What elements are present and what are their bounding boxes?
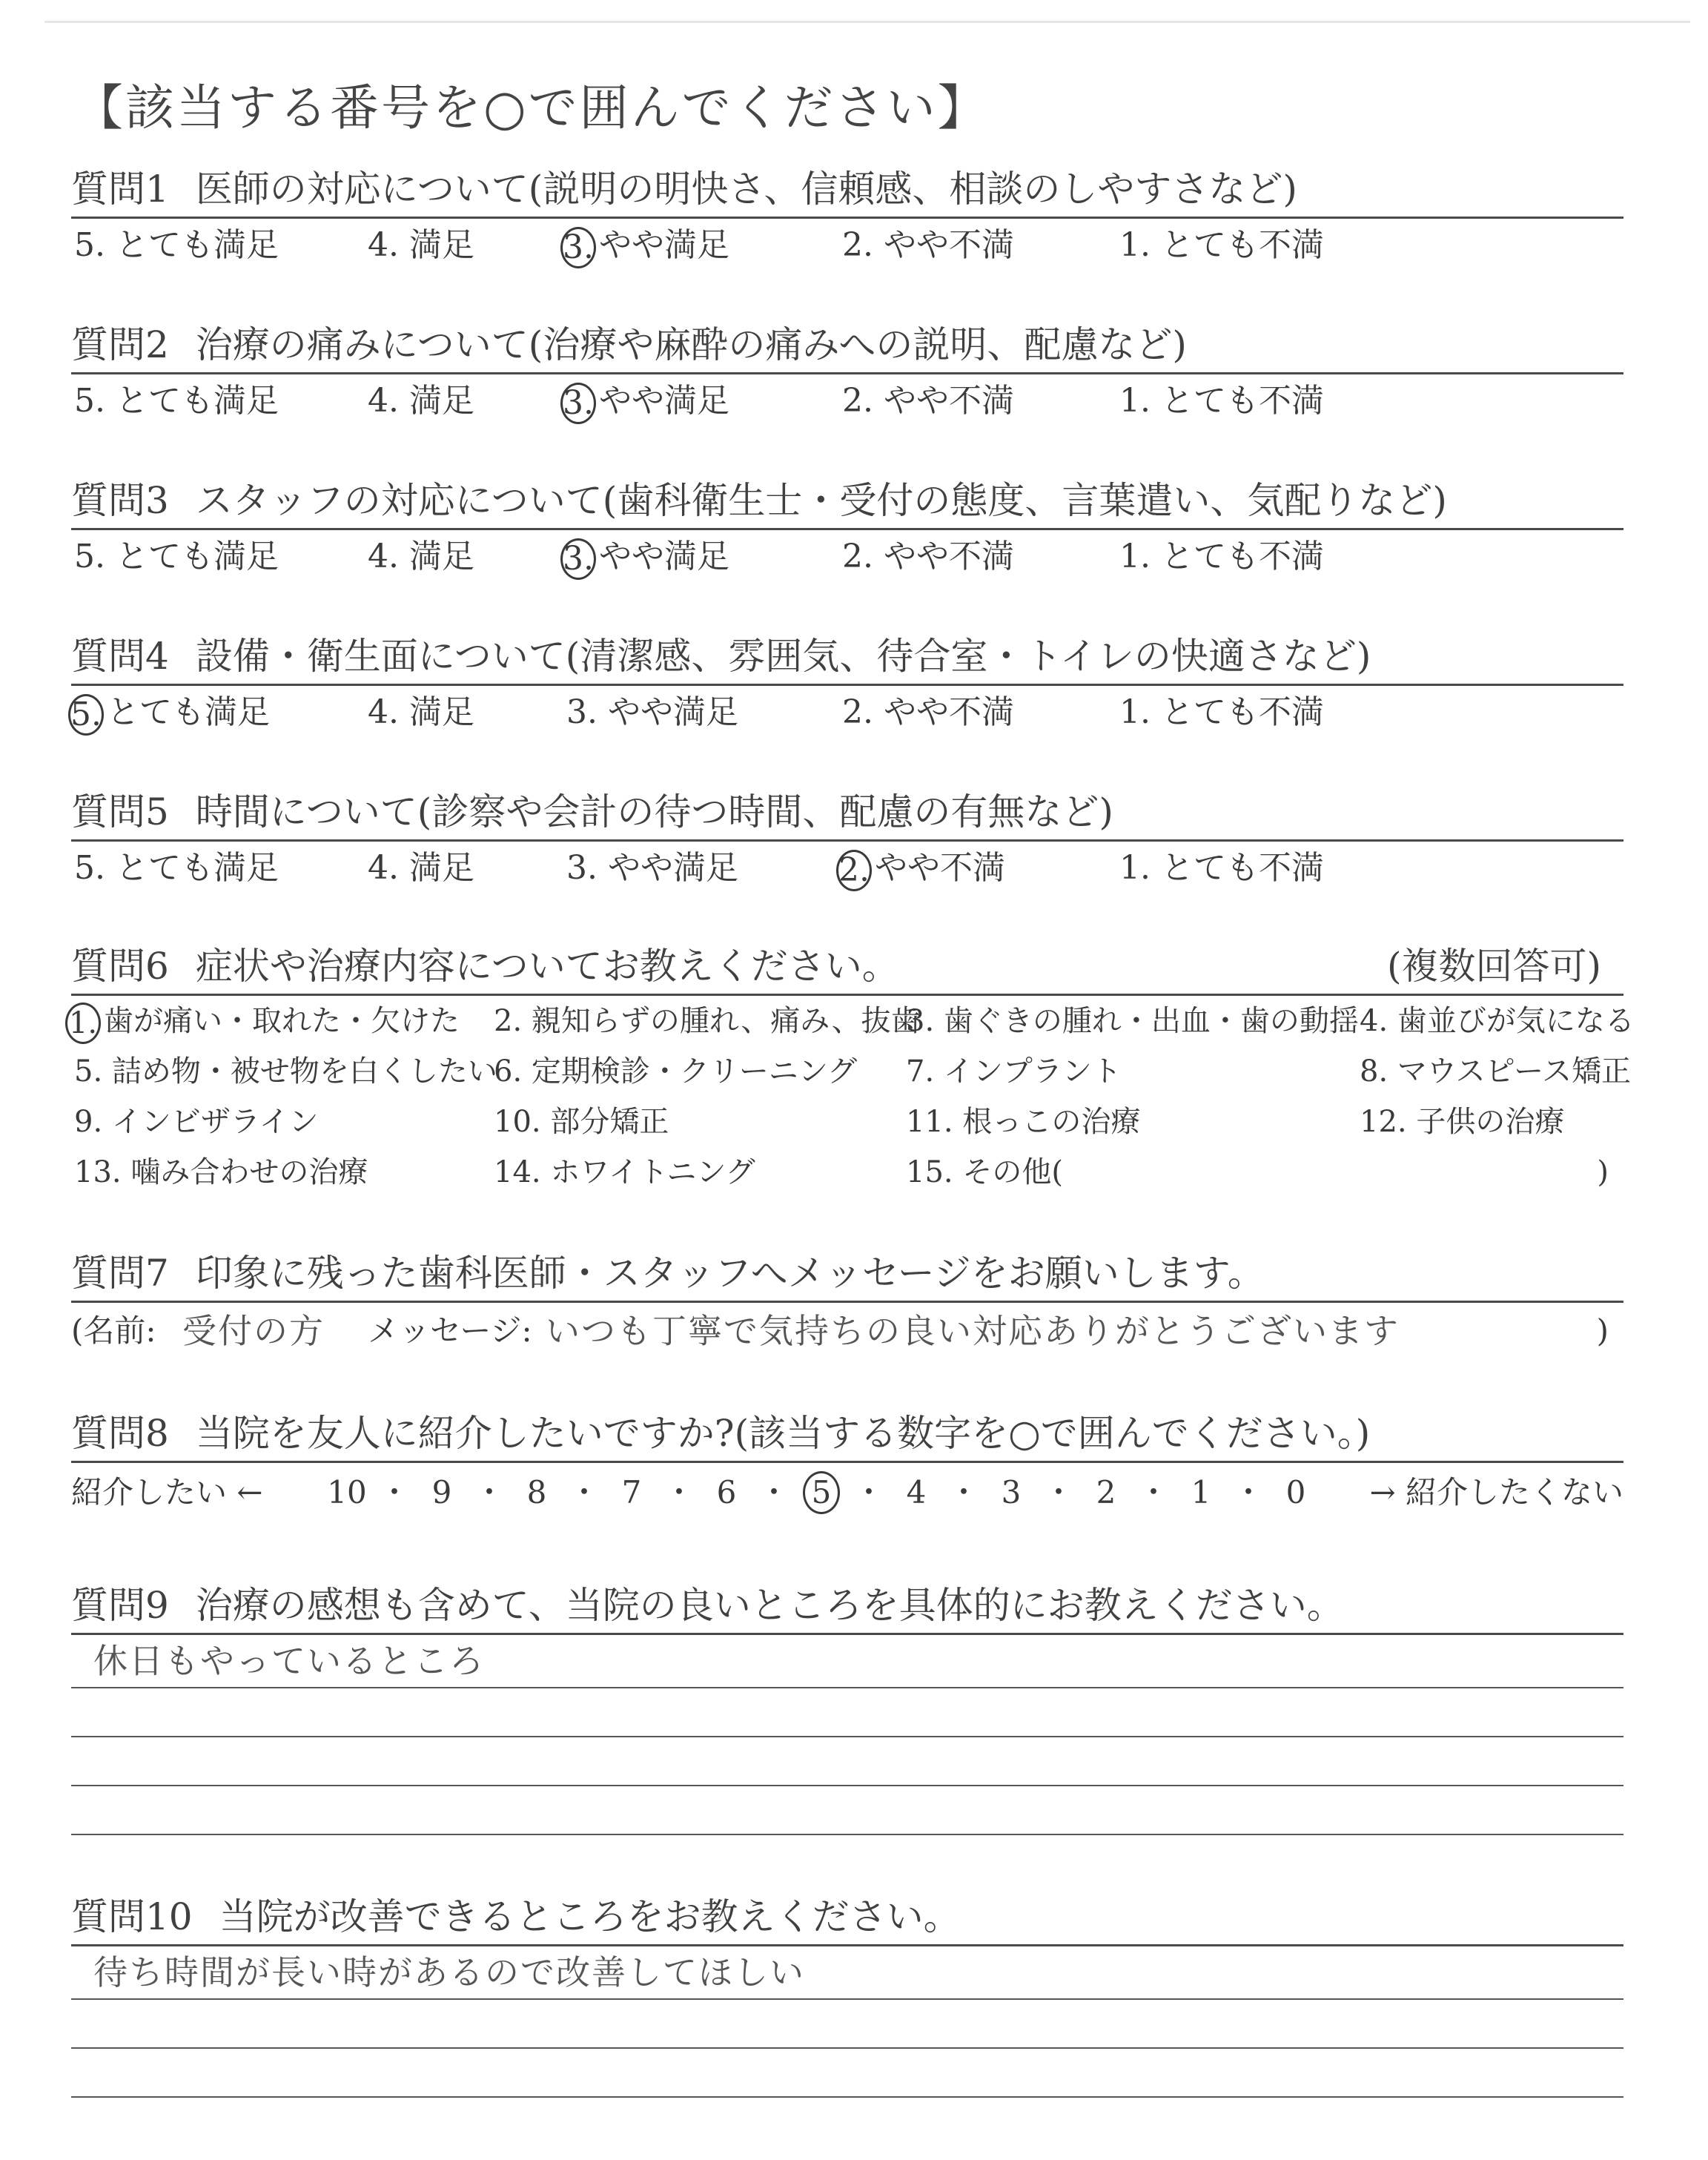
option-4[interactable]: 4. 満足 (368, 382, 474, 420)
writing-line (71, 1998, 1623, 2000)
answer-area[interactable] (71, 1946, 1623, 1998)
option-label: やや満足 (599, 382, 729, 420)
question-label: 質問7 (71, 1252, 169, 1295)
option-5-selected[interactable] (70, 686, 270, 739)
writing-line (71, 1785, 1623, 1786)
option-label: やや不満 (875, 849, 1005, 887)
scale-number-2[interactable]: 2 (1096, 1474, 1116, 1510)
question-9 (71, 1578, 1623, 1883)
option-5[interactable]: 5. とても満足 (74, 382, 279, 420)
scale-separator: ・ (378, 1474, 410, 1510)
option-2[interactable]: 2. やや不満 (842, 538, 1014, 575)
writing-line (71, 1736, 1623, 1737)
question-2 (71, 317, 1623, 428)
question-label: 質問2 (71, 323, 169, 366)
option-label: やや満足 (599, 538, 729, 575)
symptom-option-6[interactable]: 6. 定期検診・クリーニング (494, 1054, 858, 1089)
option-2[interactable]: 2. やや不満 (842, 693, 1014, 731)
scale-number-5[interactable] (798, 1463, 845, 1522)
selection-circle: 3. (560, 538, 596, 580)
question-label: 質問4 (71, 635, 169, 678)
symptom-option-9[interactable]: 9. インビザライン (74, 1105, 319, 1139)
symptom-option-14[interactable]: 14. ホワイトニング (494, 1155, 755, 1189)
scale-number-4[interactable]: 4 (906, 1474, 927, 1510)
scale-number-1[interactable]: 1 (1191, 1474, 1211, 1510)
writing-line (71, 2047, 1623, 2049)
question-text: 時間について(診察や会計の待つ時間、配慮の有無など) (195, 790, 1113, 833)
handwritten-answer: 休日もやっているところ (93, 1641, 485, 1681)
selection-circle: 3. (560, 227, 596, 268)
question-8 (71, 1406, 1623, 1522)
scale-separator: ・ (947, 1474, 979, 1510)
scale-separator: ・ (473, 1474, 505, 1510)
question-text: 医師の対応について(説明の明快さ、信頼感、相談のしやすさなど) (195, 168, 1297, 211)
scale-separator: ・ (853, 1474, 884, 1510)
question-10 (71, 1889, 1623, 2145)
selection-circle: 1. (65, 1003, 101, 1044)
question-4 (71, 629, 1623, 739)
symptom-option-8[interactable]: 8. マウスピース矯正 (1360, 1054, 1632, 1089)
message-answer[interactable]: いつも丁寧で気持ちの良い対応ありがとうございます (546, 1311, 1400, 1351)
question-text: 設備・衛生面について(清潔感、雰囲気、待合室・トイレの快適さなど) (195, 635, 1371, 678)
question-3 (71, 473, 1623, 584)
top-border (44, 21, 1690, 23)
writing-line (71, 2096, 1623, 2098)
message-prefix: メッセージ: (368, 1312, 532, 1349)
option-1[interactable]: 1. とても不満 (1119, 538, 1324, 575)
name-prefix: (名前: (71, 1312, 156, 1349)
option-1[interactable]: 1. とても不満 (1119, 226, 1324, 264)
scale-separator: ・ (1137, 1474, 1169, 1510)
handwritten-answer: 待ち時間が長い時があるので改善してほしい (93, 1952, 805, 1992)
symptom-options (68, 996, 1635, 1200)
scale-separator: ・ (1232, 1474, 1264, 1510)
option-3-selected[interactable] (563, 530, 729, 584)
option-1[interactable]: 1. とても不満 (1119, 693, 1324, 731)
option-label: 歯が痛い・取れた・欠けた (104, 1004, 460, 1038)
option-4[interactable]: 4. 満足 (368, 849, 474, 887)
option-4[interactable]: 4. 満足 (368, 693, 474, 731)
rating-options (71, 842, 1623, 895)
scale-separator: ・ (568, 1474, 600, 1510)
option-4[interactable]: 4. 満足 (368, 226, 474, 264)
symptom-option-5[interactable]: 5. 詰め物・被せ物を白くしたい (74, 1054, 497, 1089)
rating-options (71, 219, 1623, 272)
other-close-paren: ) (1597, 1155, 1609, 1189)
selection-circle: 2. (836, 850, 872, 891)
question-label: 質問8 (71, 1412, 169, 1455)
option-3-selected[interactable] (563, 374, 729, 428)
question-label: 質問3 (71, 479, 169, 522)
question-title (71, 317, 1623, 372)
symptom-option-12[interactable]: 12. 子供の治療 (1360, 1105, 1565, 1139)
option-3-selected[interactable] (563, 219, 729, 272)
scale-number-6[interactable]: 6 (716, 1474, 737, 1510)
option-2-selected[interactable] (838, 842, 1005, 895)
scale-separator: ・ (663, 1474, 695, 1510)
scale-number-10[interactable]: 10 (327, 1474, 367, 1510)
question-label: 質問10 (71, 1895, 193, 1938)
option-5[interactable]: 5. とても満足 (74, 226, 279, 264)
writing-line (71, 1687, 1623, 1688)
option-3[interactable]: 3. やや満足 (566, 693, 738, 731)
scale-separator: ・ (758, 1474, 790, 1510)
answer-area[interactable] (71, 1635, 1623, 1687)
message-line (71, 1303, 1623, 1359)
scale-number-8[interactable]: 8 (526, 1474, 547, 1510)
symptom-option-3[interactable]: 3. 歯ぐきの腫れ・出血・歯の動揺 (906, 1004, 1359, 1038)
form-header: 【該当する番号を○で囲んでください】 (74, 79, 989, 136)
question-title (71, 1578, 1623, 1633)
scale-number-3[interactable]: 3 (1001, 1474, 1022, 1510)
question-text: 治療の痛みについて(治療や麻酔の痛みへの説明、配慮など) (195, 323, 1187, 366)
option-4[interactable]: 4. 満足 (368, 538, 474, 575)
option-label: とても満足 (107, 693, 270, 731)
selection-circle: 5. (68, 694, 104, 736)
question-text: 症状や治療内容についてお教えください。 (195, 945, 899, 988)
question-title (71, 939, 1623, 994)
symptom-option-7[interactable]: 7. インプラント (906, 1054, 1122, 1089)
question-label: 質問9 (71, 1584, 169, 1627)
selection-circle: 5 (803, 1471, 840, 1514)
selection-circle: 3. (560, 383, 596, 424)
option-3[interactable]: 3. やや満足 (566, 849, 738, 887)
question-text: 印象に残った歯科医師・スタッフへメッセージをお願いします。 (195, 1252, 1265, 1295)
scale-separator: ・ (1042, 1474, 1074, 1510)
question-7 (71, 1246, 1623, 1359)
question-5 (71, 785, 1623, 895)
message-close-paren: ) (1596, 1312, 1609, 1349)
symptom-option-15[interactable]: 15. その他( (906, 1155, 1063, 1189)
question-title (71, 162, 1623, 217)
option-1[interactable]: 1. とても不満 (1119, 849, 1324, 887)
scale-number-7[interactable]: 7 (621, 1474, 642, 1510)
symptom-option-4[interactable]: 4. 歯並びが気になる (1360, 1004, 1635, 1038)
symptom-option-1-selected[interactable] (68, 999, 460, 1044)
question-title (71, 1889, 1623, 1944)
scale-number-9[interactable]: 9 (431, 1474, 452, 1510)
scale-number-0[interactable]: 0 (1285, 1474, 1306, 1510)
question-text: 当院を友人に紹介したいですか?(該当する数字を○で囲んでください。) (195, 1412, 1371, 1455)
question-title (71, 473, 1623, 528)
scale-numbers (323, 1463, 1320, 1522)
question-text: スタッフの対応について(歯科衛生士・受付の態度、言葉遣い、気配りなど) (195, 479, 1447, 522)
question-label: 質問6 (71, 945, 169, 988)
referral-scale (71, 1463, 1623, 1522)
rating-options (71, 374, 1623, 428)
question-title (71, 785, 1623, 839)
name-answer[interactable]: 受付の方 (182, 1311, 325, 1351)
scale-right-label: → 紹介したくない (1369, 1474, 1623, 1510)
multiple-answers-note: (複数回答可) (1386, 945, 1601, 988)
question-label: 質問5 (71, 790, 169, 833)
symptom-option-10[interactable]: 10. 部分矯正 (494, 1105, 669, 1139)
question-6 (68, 939, 1635, 1200)
question-title (71, 1406, 1623, 1461)
rating-options (71, 530, 1623, 584)
question-title (71, 1246, 1623, 1301)
question-label: 質問1 (71, 168, 169, 211)
rating-options (71, 686, 1623, 739)
option-1[interactable]: 1. とても不満 (1119, 382, 1324, 420)
scale-left-label: 紹介したい ← (71, 1474, 263, 1510)
option-5[interactable]: 5. とても満足 (74, 849, 279, 887)
option-label: やや満足 (599, 226, 729, 264)
writing-line (71, 1834, 1623, 1835)
option-5[interactable]: 5. とても満足 (74, 538, 279, 575)
symptom-option-2[interactable]: 2. 親知らずの腫れ、痛み、抜歯 (494, 1004, 921, 1038)
option-2[interactable]: 2. やや不満 (842, 382, 1014, 420)
question-title (71, 629, 1623, 684)
question-text: 治療の感想も含めて、当院の良いところを具体的にお教えください。 (195, 1584, 1344, 1627)
symptom-option-13[interactable]: 13. 噛み合わせの治療 (74, 1155, 368, 1189)
symptom-option-11[interactable]: 11. 根っこの治療 (906, 1105, 1141, 1139)
question-text: 当院が改善できるところをお教えください。 (219, 1895, 961, 1938)
question-1 (71, 162, 1623, 272)
option-2[interactable]: 2. やや不満 (842, 226, 1014, 264)
